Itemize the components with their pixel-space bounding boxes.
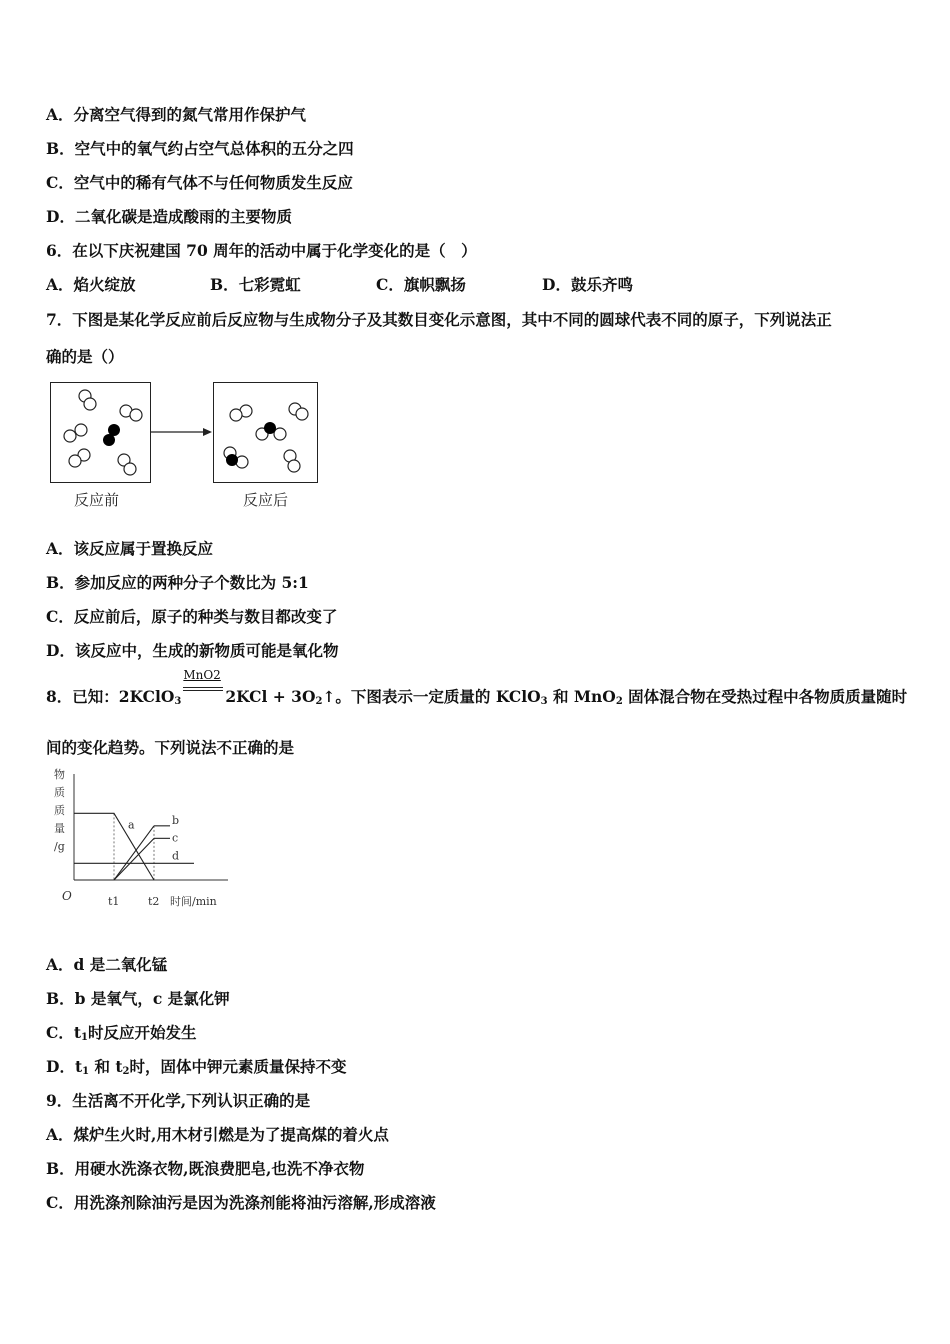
q5-option-d: D．二氧化碳是造成酸雨的主要物质 bbox=[46, 207, 292, 226]
q5-option-b: B．空气中的氧气约占空气总体积的五分之四 bbox=[46, 139, 354, 158]
y-axis-label: 质 bbox=[54, 804, 65, 817]
caption-before: 反应前 bbox=[74, 491, 120, 509]
after-box bbox=[213, 382, 318, 483]
q8-option-d bbox=[46, 1055, 347, 1077]
q6-option-a: A．焰火绽放 bbox=[46, 275, 136, 294]
x-axis-label: 时间/min bbox=[170, 895, 217, 908]
q7-option-d: D．该反应中，生成的新物质可能是氧化物 bbox=[46, 641, 339, 660]
catalyst-label: MnO2 bbox=[183, 668, 221, 682]
q7-stem-line2: 确的是（） bbox=[46, 347, 124, 366]
q8-stem-line1 bbox=[46, 668, 908, 707]
before-box bbox=[50, 382, 151, 483]
q7-stem-line1: 7．下图是某化学反应前后反应物与生成物分子及其数目变化示意图，其中不同的圆球代表不同的原子，下列说法正 bbox=[46, 310, 832, 329]
q5-option-a: A．分离空气得到的氮气常用作保护气 bbox=[46, 105, 307, 124]
q8-text: 固体混合物在受热过程中各物质质量随时 bbox=[622, 687, 908, 706]
x-tick-label: t1 bbox=[108, 895, 120, 908]
series-c-label: c bbox=[172, 831, 179, 845]
sub: 3 bbox=[540, 696, 548, 707]
q9-option-c: C．用洗涤剂除油污是因为洗涤剂能将油污溶解,形成溶液 bbox=[46, 1193, 436, 1212]
q5-option-c: C．空气中的稀有气体不与任何物质发生反应 bbox=[46, 173, 353, 192]
q8-option-a: A．d 是二氧化锰 bbox=[46, 955, 168, 974]
q8-products: 2KCl + 3O bbox=[225, 687, 316, 706]
q7-option-a: A．该反应属于置换反应 bbox=[46, 539, 214, 558]
q8-text: ↑。下图表示一定质量的 KClO bbox=[322, 687, 541, 706]
text: 时，固体中钾元素质量保持不变 bbox=[129, 1057, 347, 1076]
q8-option-b: B．b 是氧气，c 是氯化钾 bbox=[46, 989, 230, 1008]
y-axis-label: /g bbox=[54, 840, 65, 853]
series-a-label: a bbox=[128, 818, 135, 832]
q9-option-b: B．用硬水洗涤衣物,既浪费肥皂,也洗不净衣物 bbox=[46, 1159, 365, 1178]
q7-option-c: C．反应前后，原子的种类与数目都改变了 bbox=[46, 607, 338, 626]
q8-option-c bbox=[46, 1021, 196, 1043]
y-axis-label: 物 bbox=[54, 768, 65, 781]
sub: 2 bbox=[615, 696, 623, 707]
series-d-label: d bbox=[172, 849, 180, 863]
origin-label: O bbox=[62, 889, 72, 903]
text: C．t bbox=[46, 1023, 81, 1042]
q6-option-b: B．七彩霓虹 bbox=[210, 275, 301, 294]
q6-option-c: C．旗帜飘扬 bbox=[376, 275, 466, 294]
after-molecules bbox=[214, 383, 317, 482]
y-axis-label: 量 bbox=[54, 822, 65, 835]
y-axis-label: 质 bbox=[54, 786, 65, 799]
sub: 2 bbox=[315, 696, 323, 707]
q8-stem-line2: 间的变化趋势。下列说法不正确的是 bbox=[46, 738, 295, 757]
q9-stem: 9．生活离不开化学,下列认识正确的是 bbox=[46, 1091, 311, 1110]
sub: 1 bbox=[81, 1032, 88, 1043]
q7-molecule-figure bbox=[50, 382, 330, 517]
reaction-arrow bbox=[150, 426, 212, 438]
q6-stem: 6．在以下庆祝建国 70 周年的活动中属于化学变化的是（ ） bbox=[46, 241, 477, 260]
text: D．t bbox=[46, 1057, 83, 1076]
sub: 1 bbox=[82, 1066, 90, 1077]
before-molecules bbox=[51, 383, 150, 482]
series-b-label: b bbox=[172, 813, 180, 827]
text: 时反应开始发生 bbox=[87, 1023, 197, 1042]
q8-prefix: 8．已知：2KClO bbox=[46, 687, 175, 706]
x-tick-label: t2 bbox=[148, 895, 160, 908]
sub: 3 bbox=[174, 696, 182, 707]
sub: 2 bbox=[122, 1066, 130, 1077]
catalyst-arrow bbox=[181, 668, 225, 702]
q9-option-a: A．煤炉生火时,用木材引燃是为了提高煤的着火点 bbox=[46, 1125, 389, 1144]
text: 和 t bbox=[89, 1057, 123, 1076]
q6-option-d: D．鼓乐齐鸣 bbox=[542, 275, 633, 294]
q8-text: 和 MnO bbox=[547, 687, 616, 706]
mass-time-chart bbox=[46, 762, 246, 912]
q7-option-b: B．参加反应的两种分子个数比为 5:1 bbox=[46, 573, 309, 592]
caption-after: 反应后 bbox=[243, 491, 289, 509]
